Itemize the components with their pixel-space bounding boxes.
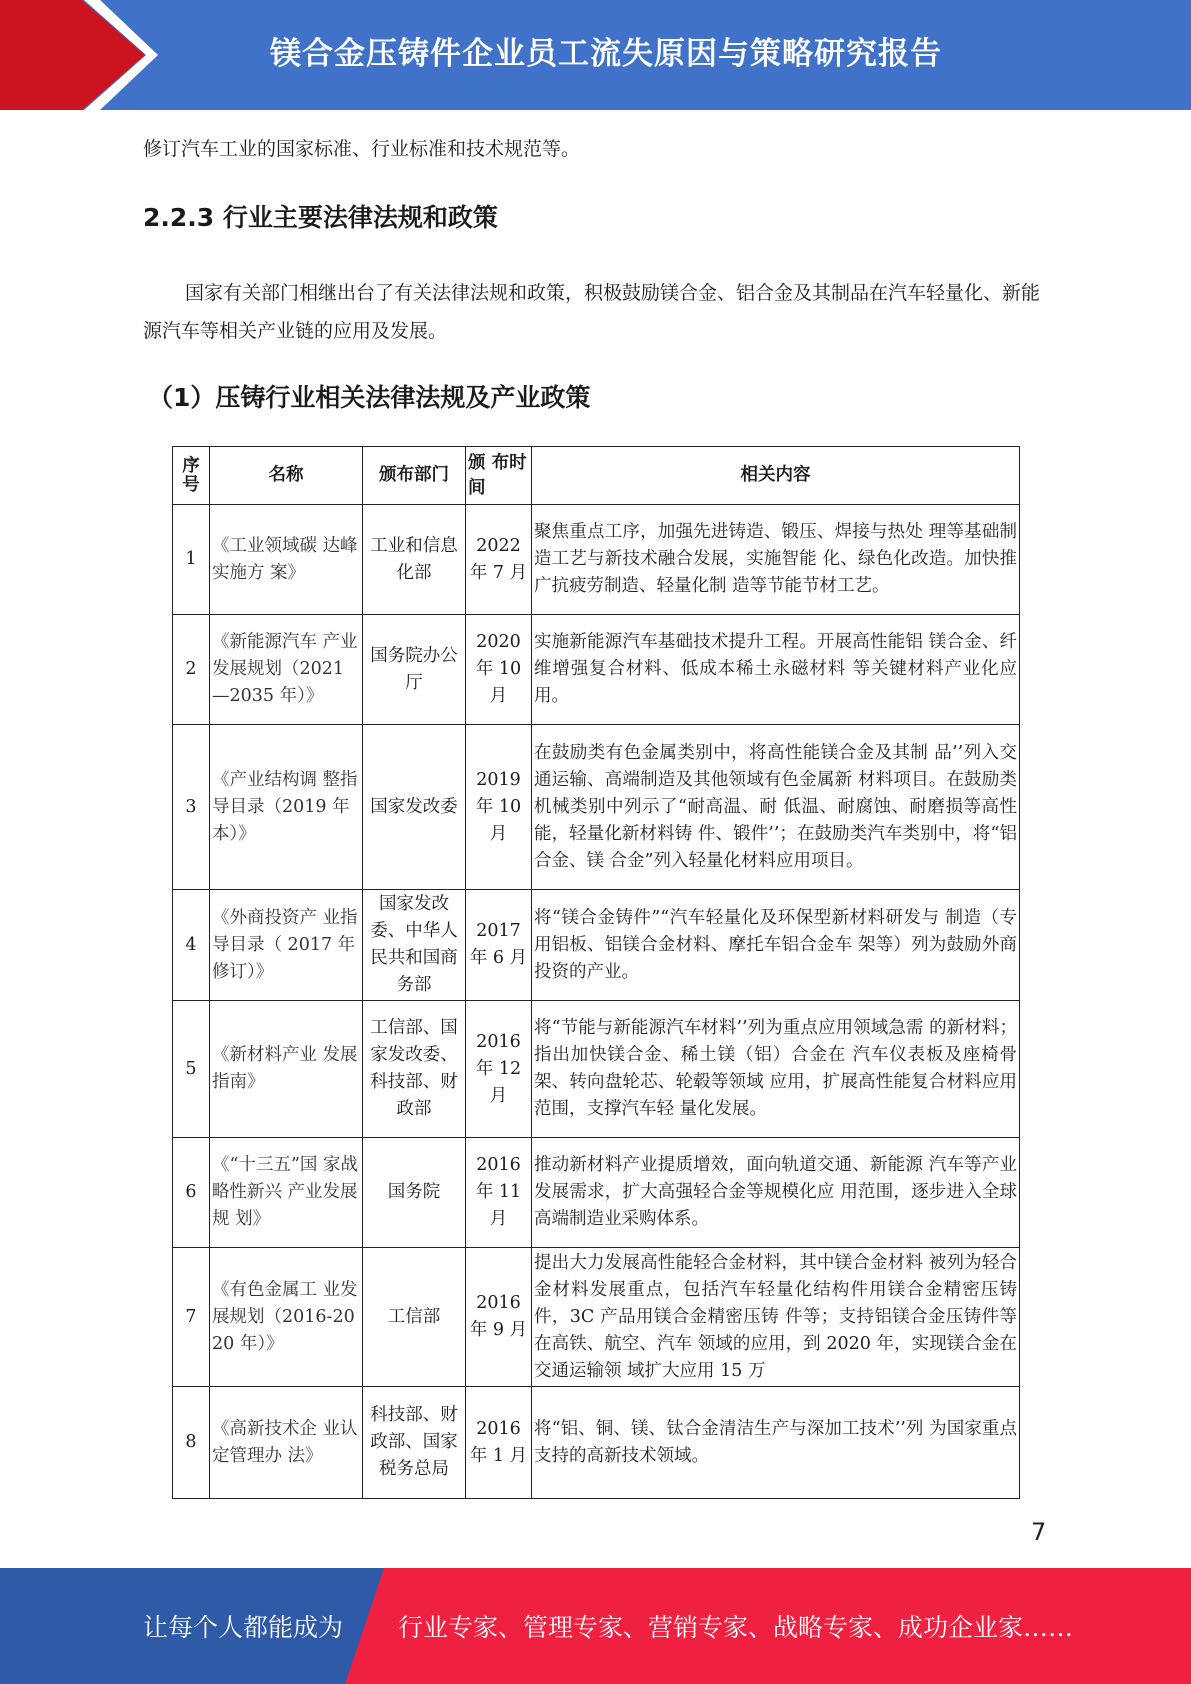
cell-no: 4 — [173, 890, 210, 1001]
table-row — [173, 890, 1020, 1001]
cell-content: 将“铝、铜、镁、钛合金清洁生产与深加工技术’’列 为国家重点支持的高新技术领域。 — [532, 1387, 1020, 1499]
cell-name: 《新能源汽车 产业发展规划（2021—2035 年）》 — [210, 615, 363, 725]
cell-dept: 国家发改委、中华人民共和国商务部 — [363, 890, 466, 1001]
header-red-arrow — [0, 0, 150, 110]
cell-time: 2020 年 10 月 — [466, 615, 532, 725]
cell-dept: 国务院办公厅 — [363, 615, 466, 725]
cell-no: 3 — [173, 725, 210, 890]
cell-content: 提出大力发展高性能轻合金材料，其中镁合金材料 被列为轻合金材料发展重点，包括汽车轻量化结构件用镁合金精密压铸件，3C 产品用镁合金精密压铸 件等；支持铝镁合金压铸件等在高铁、航空、汽车 领域的应用，到 2020 年，实现镁合金在交通运输领 域扩大应用 15 万 — [532, 1248, 1020, 1387]
cell-name: 《产业结构调 整指导目录（2019 年本）》 — [210, 725, 363, 890]
cell-name: 《“十三五”国 家战略性新兴 产业发展规 划》 — [210, 1138, 363, 1248]
cell-no: 2 — [173, 615, 210, 725]
cell-time: 2017 年 6 月 — [466, 890, 532, 1001]
cell-name: 《外商投资产 业指导目录（ 2017 年 修订）》 — [210, 890, 363, 1001]
cell-dept: 工信部 — [363, 1248, 466, 1387]
cell-no: 1 — [173, 505, 210, 615]
cell-content: 在鼓励类有色金属类别中，将高性能镁合金及其制 品’’列入交通运输、高端制造及其他领域有色金属新 材料项目。在鼓励类机械类别中列示了“耐高温、耐 低温、耐腐蚀、耐磨损等高性能，轻量化新材料铸 件、锻件’’；在鼓励类汽车类别中，将“铝合金、镁 合金”列入轻量化材料应用项目。 — [532, 725, 1020, 890]
table-row — [173, 1138, 1020, 1248]
table-row — [173, 725, 1020, 890]
intro-line: 修订汽车工业的国家标准、行业标准和技术规范等。 — [143, 138, 581, 160]
cell-dept: 国务院 — [363, 1138, 466, 1248]
cell-time: 2019 年 10 月 — [466, 725, 532, 890]
header-no: 序号 — [173, 447, 210, 505]
table-row — [173, 1387, 1020, 1499]
page-footer — [0, 1568, 1191, 1684]
header-content: 相关内容 — [532, 447, 1020, 505]
header-dept: 颁布部门 — [363, 447, 466, 505]
report-title: 镁合金压铸件企业员工流失原因与策略研究报告 — [270, 36, 942, 72]
header-name: 名称 — [210, 447, 363, 505]
cell-no: 5 — [173, 1001, 210, 1138]
header-time: 颁 布时间 — [466, 447, 532, 505]
cell-time: 2016 年 1 月 — [466, 1387, 532, 1499]
cell-name: 《工业领域碳 达峰实施方 案》 — [210, 505, 363, 615]
cell-time: 2016 年 12 月 — [466, 1001, 532, 1138]
table-row — [173, 615, 1020, 725]
cell-no: 6 — [173, 1138, 210, 1248]
cell-name: 《有色金属工 业发展规划（2016-2020 年）》 — [210, 1248, 363, 1387]
cell-content: 实施新能源汽车基础技术提升工程。开展高性能铝 镁合金、纤维增强复合材料、低成本稀土永磁材料 等关键材料产业化应用。 — [532, 615, 1020, 725]
page-number: 7 — [1031, 1518, 1047, 1546]
cell-name: 《高新技术企 业认定管理办 法》 — [210, 1387, 363, 1499]
footer-slogan-left: 让每个人都能成为 — [143, 1613, 344, 1642]
policy-table — [172, 446, 1020, 1499]
cell-content: 将“镁合金铸件”“汽车轻量化及环保型新材料研发与 制造（专用铝板、铝镁合金材料、摩托车铝合金车 架等）列为鼓励外商投资的产业。 — [532, 890, 1020, 1001]
page-header — [0, 0, 1191, 110]
cell-dept: 工信部、国家发改委、科技部、财政部 — [363, 1001, 466, 1138]
cell-dept: 工业和信息化部 — [363, 505, 466, 615]
cell-dept: 科技部、财政部、国家税务总局 — [363, 1387, 466, 1499]
table-row — [173, 505, 1020, 615]
cell-dept: 国家发改委 — [363, 725, 466, 890]
cell-content: 将“节能与新能源汽车材料’’列为重点应用领域急需 的新材料；指出加快镁合金、稀土镁（铝）合金在 汽车仪表板及座椅骨架、转向盘轮芯、轮毂等领域 应用，扩展高性能复合材料应用范围，支撑汽车轻 量化发展。 — [532, 1001, 1020, 1138]
section-paragraph: 国家有关部门相继出台了有关法律法规和政策，积极鼓励镁合金、铝合金及其制品在汽车轻量化、新能源汽车等相关产业链的应用及发展。 — [143, 282, 1041, 342]
cell-no: 7 — [173, 1248, 210, 1387]
table-row — [173, 1248, 1020, 1387]
cell-content: 聚焦重点工序，加强先进铸造、锻压、焊接与热处 理等基础制造工艺与新技术融合发展，实施智能 化、绿色化改造。加快推广抗疲劳制造、轻量化制 造等节能节材工艺。 — [532, 505, 1020, 615]
section-heading: 2.2.3 行业主要法律法规和政策 — [143, 203, 498, 232]
footer-slogan-right: 行业专家、管理专家、营销专家、战略专家、成功企业家…… — [398, 1613, 1074, 1642]
cell-time: 2022 年 7 月 — [466, 505, 532, 615]
cell-no: 8 — [173, 1387, 210, 1499]
cell-time: 2016 年 9 月 — [466, 1248, 532, 1387]
table-row — [173, 1001, 1020, 1138]
sub-heading: （1）压铸行业相关法律法规及产业政策 — [148, 383, 591, 412]
cell-content: 推动新材料产业提质增效，面向轨道交通、新能源 汽车等产业发展需求，扩大高强轻合金等规模化应 用范围，逐步进入全球高端制造业采购体系。 — [532, 1138, 1020, 1248]
cell-time: 2016 年 11 月 — [466, 1138, 532, 1248]
cell-name: 《新材料产业 发展指南》 — [210, 1001, 363, 1138]
table-header-row — [173, 447, 1020, 505]
